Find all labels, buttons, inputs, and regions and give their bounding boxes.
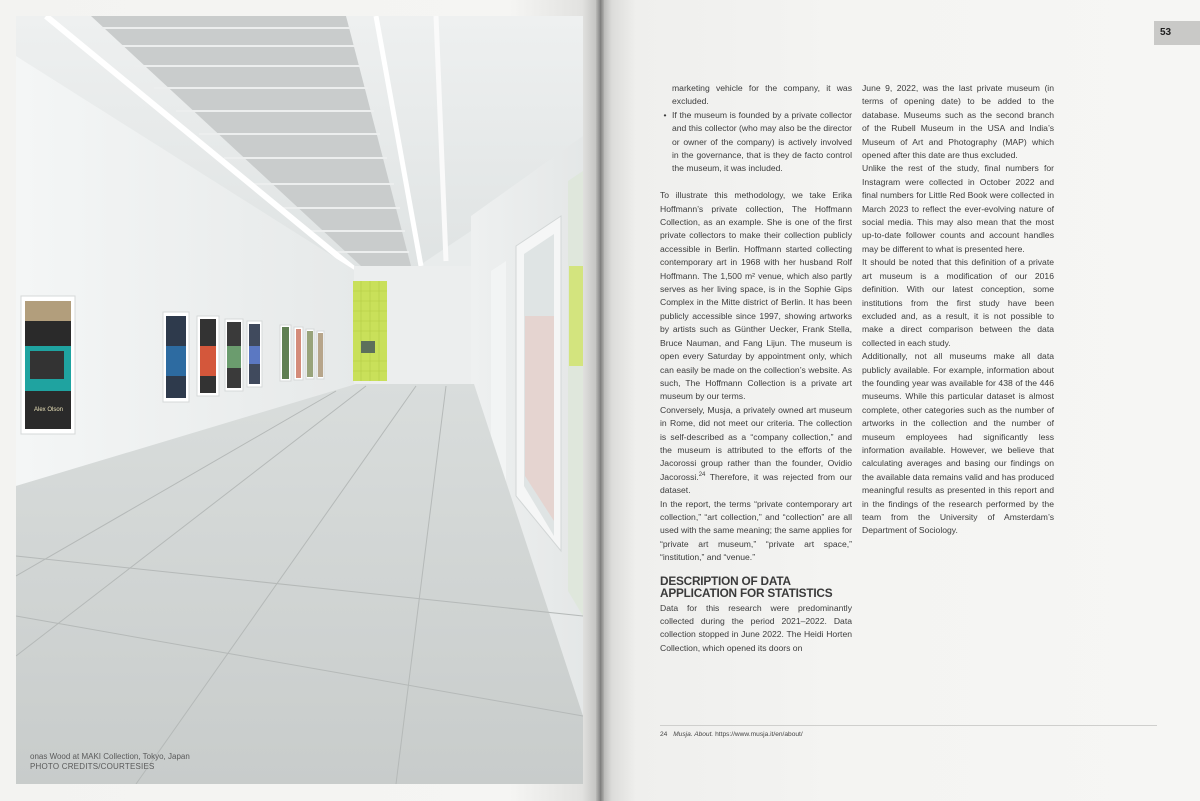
footnote-number: 24 (660, 731, 668, 738)
section-heading-line-1: DESCRIPTION OF DATA (660, 573, 791, 588)
criteria-bullet-list (660, 109, 852, 176)
section-heading-line-2: APPLICATION FOR STATISTICS (660, 586, 833, 601)
footnote-url[interactable]: https://www.musja.it/en/about/ (715, 731, 803, 738)
footnote-divider (660, 725, 1157, 726)
bullet-item (660, 109, 852, 176)
gutter-shadow (596, 0, 604, 801)
paragraph-hoffmann: To illustrate this methodology, we take Erika Hoffmann’s private collection, The Hoffmann Collection, as an example. She is one of the first private collectors to make their collection publicly accessible in Berlin. Hoffmann started collecting contemporary art in 1968 with her husband Rolf Hoffmann. The 1,500 m² venue, which also partly serves as her living space, is in the Sophie Gips Complex in the Mitte district of Berlin. It has been publicly accessible since 1997, showing artworks by artists such as Günther Uecker, Frank Stella, Bruce Nauman, and Fang Lijun. The museum is open every Saturday by appointment only, which can easily be made on the collection’s website. As such, The Hoffmann Collection is a private art museum by our terms. (660, 190, 852, 402)
gallery-photo (16, 16, 583, 784)
paragraph-musja (660, 404, 852, 498)
bullet-icon: • (663, 109, 667, 120)
text-column-left (660, 82, 852, 655)
footnote-reference[interactable]: 24 (698, 471, 706, 478)
page-number: 53 (1160, 27, 1172, 38)
footnote (660, 730, 1060, 739)
paragraph-cutoff-date: June 9, 2022, was the last private museum (in terms of opening date) to be added to the database. Museums such as the second branch of the Rubell Museum in the USA and India’s Museum of Art and Photography (MAP) which opened after this date are thus excluded. (862, 83, 1054, 161)
photo-caption (30, 752, 390, 772)
paragraph-musja-text: Conversely, Musja, a privately owned art museum in Rome, did not meet our criteria. The collection is self-described as a “company collection,” and the museum is attributed to the efforts of the Jacorossi group rather than the founder, Ovidio Jacorossi. (660, 404, 852, 482)
paragraph-availability: Additionally, not all museums make all data publicly available. For example, information about the founding year was available for 438 of the 446 museums. While this particular dataset is almost complete, other categories such as the number of artworks in the collection and the number of museum employees had significantly less information available. However, we believe that calculating averages and basing our findings on the available data remains valid and has produced meaningful results as presented in this report and in the findings of the research performed by the team from the University of Amsterdam’s Department of Sociology. (862, 351, 1054, 536)
photo-caption-text: onas Wood at MAKI Collection, Tokyo, Japan (30, 752, 190, 761)
section-heading (660, 575, 852, 600)
gallery-photo-illustration (16, 16, 583, 784)
bullet-continuation: marketing vehicle for the company, it was excluded. (672, 83, 852, 107)
bullet-item-text: If the museum is founded by a private collector and this collector (who may also be the director or owner of the company) is actively involved in the governance, that is they de facto control the museum, it was included. (672, 109, 852, 174)
paragraph-data-collection: Data for this research were predominantly collected during the period 2021–2022. Data collection stopped in June 2022. The Heidi Horten Collection, which opened its doors on (660, 602, 852, 653)
paragraph-musja-text-end: Therefore, it was rejected from our dataset. (660, 471, 852, 496)
footnote-source: Musja. About. (673, 731, 714, 738)
paragraph-social-media: Unlike the rest of the study, final numbers for Instagram were collected in October 2022 and final numbers for Little Red Book were collected in March 2023 to reflect the ever-evolving nature of social media. This may also mean that the most up-to-date follower counts and account handles may be different to what is presented here. (862, 163, 1054, 254)
text-column-right (862, 82, 1054, 538)
paragraph-definition: It should be noted that this definition of a private art museum is a modification of our 2016 definition. With our latest conception, some institutions from the first study have been excluded and, as a result, it is not possible to make a direct comparison between the data collected in each study. (862, 257, 1054, 348)
svg-text:Alex Olson: Alex Olson (34, 407, 64, 413)
photo-credit: PHOTO CREDITS/COURTESIES (30, 762, 155, 771)
paragraph-terms: In the report, the terms “private contemporary art collection,” “art collection,” and “collection” are all used with the same meaning; the same applies for “private art museum,” “private art space,” “institution,” and “venue.” (660, 498, 852, 563)
